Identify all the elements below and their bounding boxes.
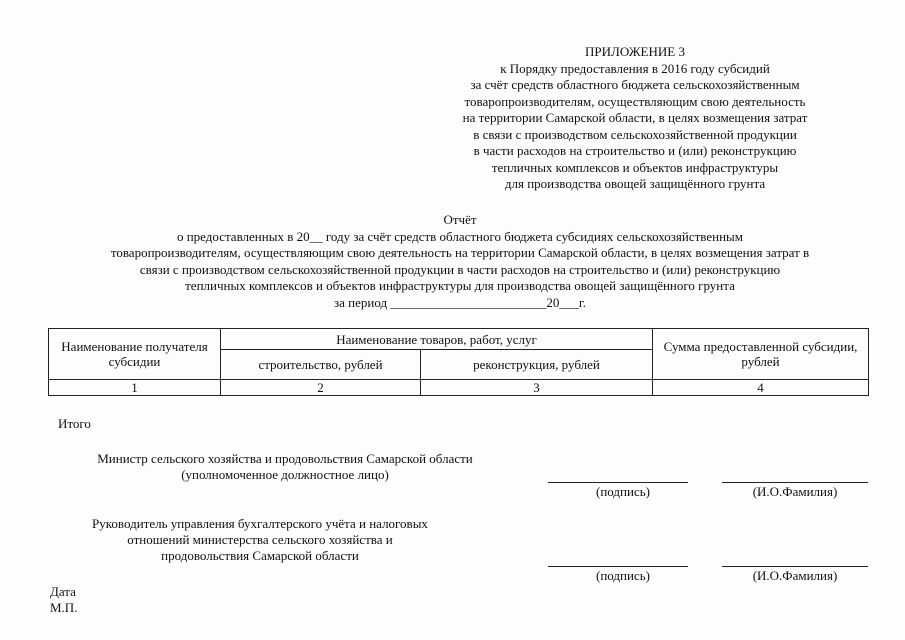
signature-caption: (подпись) [596,484,650,499]
report-header [30,212,890,311]
stamp-label: М.П. [50,600,78,615]
appendix-line: для производства овощей защищённого грунта [504,176,766,191]
name-caption: (И.О.Фамилия) [752,568,838,583]
name-line [722,566,868,567]
total-label: Итого [58,416,91,431]
appendix-line: тепличных комплексов и объектов инфраструктуры [491,159,779,175]
signature-caption: (подпись) [596,568,650,583]
header-goods-group: Наименование товаров, работ, услуг [221,329,653,350]
date-label: Дата [50,584,76,599]
appendix-line: в части расходов на строительство и (или) реконструкцию [473,143,797,158]
accountant-line: отношений министерства сельского хозяйства и [127,532,393,547]
header-recipient: Наименование получателя субсидии [49,329,221,380]
appendix-title: ПРИЛОЖЕНИЕ 3 [585,44,685,59]
appendix-line: на территории Самарской области, в целях возмещения затрат [462,110,808,125]
appendix-line: за счёт средств областного бюджета сельскохозяйственным [470,77,800,92]
appendix-header [400,44,870,193]
name-caption: (И.О.Фамилия) [752,484,838,499]
column-number: 3 [421,380,653,396]
appendix-line: товаропроизводителям, осуществляющим свою деятельность [464,93,806,109]
minister-line: Министр сельского хозяйства и продовольствия Самарской области [97,451,473,466]
minister-title [60,451,510,483]
header-construction: строительство, рублей [221,350,421,380]
report-line: о предоставленных в 20__ году за счёт средств областного бюджета субсидиях сельскохозяйственным [176,228,744,244]
report-table [48,328,869,396]
minister-role: (уполномоченное должностное лицо) [181,467,389,482]
report-line: товаропроизводителям, осуществляющим свою деятельность на территории Самарской области, в целях возмещения затрат в [110,245,810,260]
accountant-title [60,516,460,564]
appendix-line: к Порядку предоставления в 2016 году субсидий [500,60,770,76]
header-reconstruction: реконструкция, рублей [421,350,653,380]
signature-line [548,482,688,483]
accountant-line: Руководитель управления бухгалтерского учёта и налоговых [92,516,428,531]
signature-line [548,566,688,567]
column-number: 4 [653,380,869,396]
appendix-line: в связи с производством сельскохозяйственной продукции [473,126,797,142]
accountant-line: продовольствия Самарской области [161,548,359,563]
report-title: Отчёт [443,212,477,227]
column-number: 1 [49,380,221,396]
header-subsidy-sum: Сумма предоставленной субсидии, рублей [653,329,869,380]
report-line: тепличных комплексов и объектов инфраструктуры для производства овощей защищённого грунта [185,278,735,293]
report-period-line: за период ________________________20___г. [334,294,586,310]
report-line: связи с производством сельскохозяйственной продукции в части расходов на строительство и (или) реконструкцию [139,261,781,277]
column-number: 2 [221,380,421,396]
name-line [722,482,868,483]
